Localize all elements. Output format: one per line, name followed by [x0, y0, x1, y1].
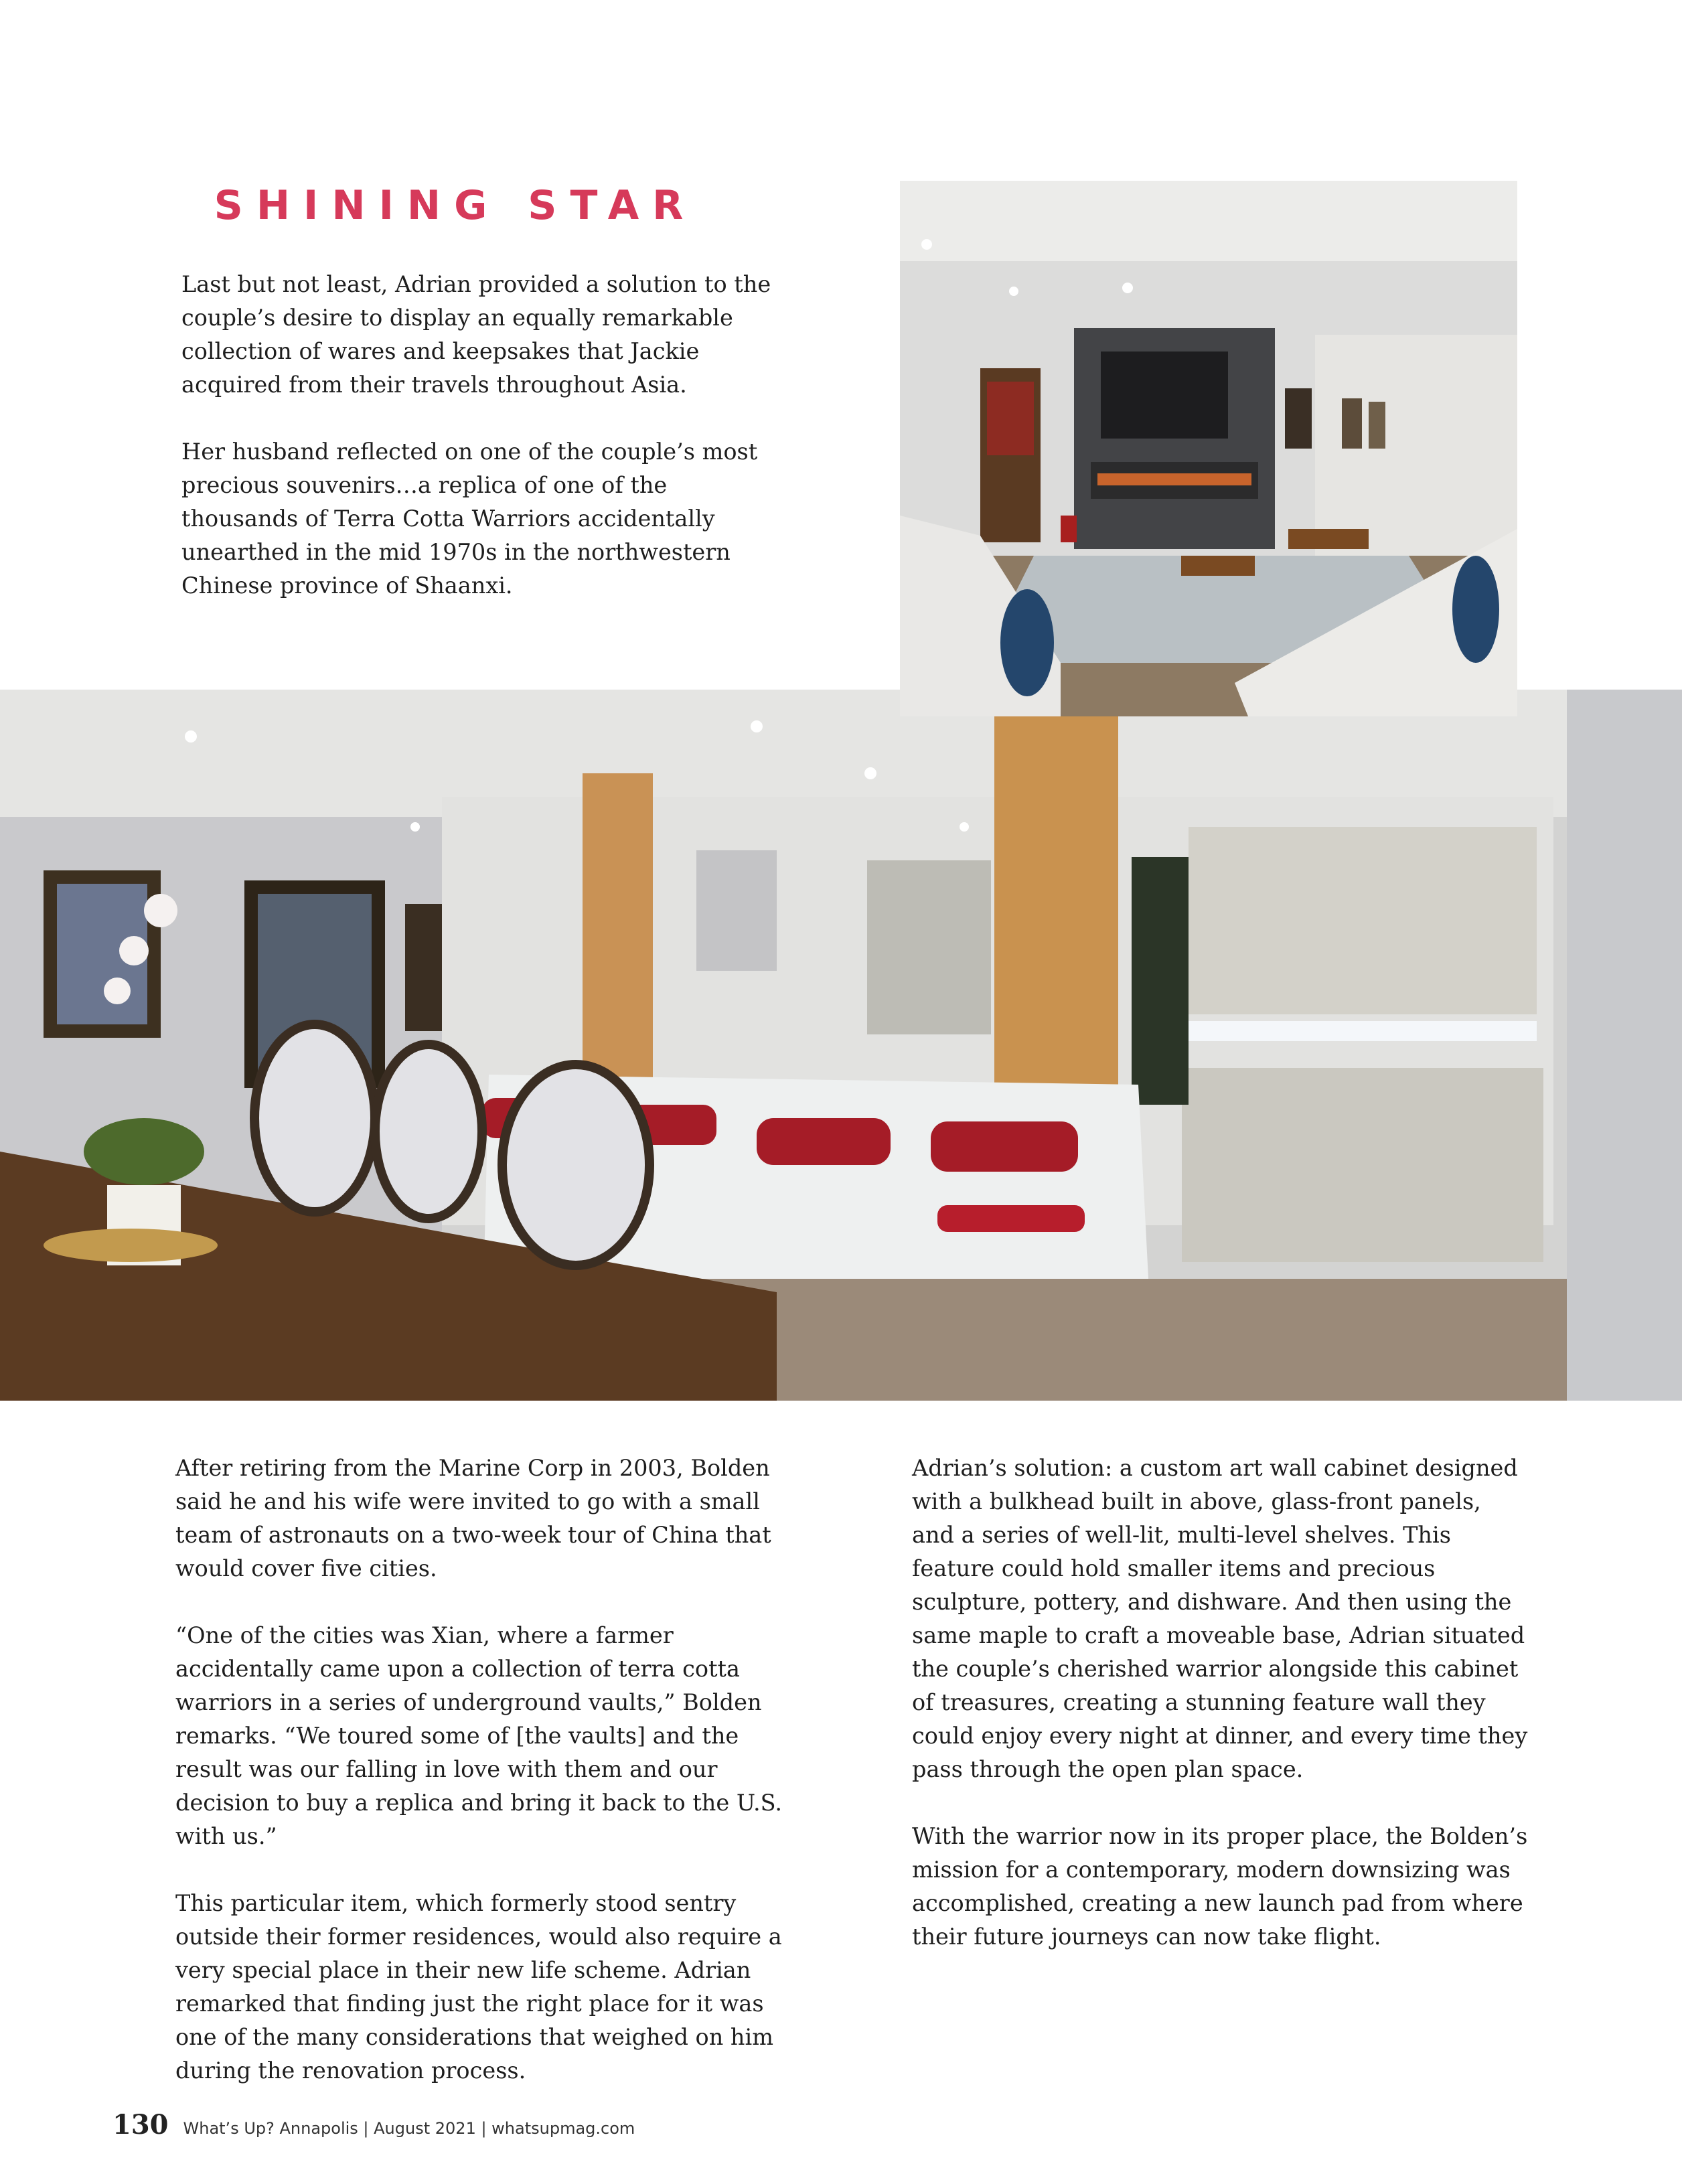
body-paragraph: This particular item, which formerly stood sentry outside their former residences, would also require a very special place in their new life scheme. Adrian remarked that finding just the right place for it was one of the many considerations that weighed on him during the renovation process.: [175, 1890, 782, 2084]
body-paragraph: Adrian’s solution: a custom art wall cabinet designed with a bulkhead built in above, glass-front panels, and a series of well-lit, multi-level shelves. This feature could hold smaller items and precious sculpture, pottery, and dishware. And then using the same maple to craft a moveable base, Adrian situated the couple’s cherished warrior alongside this cabinet of treasures, creating a stunning feature wall they could enjoy every night at dinner, and every time they pass through the open plan space.: [912, 1455, 1528, 1782]
section-heading: SHINING STAR: [214, 182, 697, 229]
living-room-photo: [900, 181, 1517, 716]
article-column-right: [912, 1452, 1528, 1954]
body-paragraph: With the warrior now in its proper place, the Bolden’s mission for a contemporary, modern downsizing was accomplished, creating a new launch pad from where their future journeys can now take flight.: [912, 1823, 1528, 1950]
publication-info: What’s Up? Annapolis | August 2021 | whatsupmag.com: [183, 2119, 635, 2138]
intro-text: [181, 268, 784, 603]
article-column-left: [175, 1452, 791, 2088]
page-number: 130: [112, 2109, 169, 2140]
intro-paragraph: Last but not least, Adrian provided a solution to the couple’s desire to display an equally remarkable collection of wares and keepsakes that Jackie acquired from their travels throughout Asia.: [181, 271, 771, 398]
page-footer: [112, 2109, 635, 2142]
intro-paragraph: Her husband reflected on one of the couple’s most precious souvenirs…a replica of one of the thousands of Terra Cotta Warriors accidentally unearthed in the mid 1970s in the northwestern Chinese province of Shaanxi.: [181, 439, 758, 599]
body-paragraph: After retiring from the Marine Corp in 2003, Bolden said he and his wife were invited to go with a small team of astronauts on a two-week tour of China that would cover five cities.: [175, 1455, 771, 1581]
body-paragraph: “One of the cities was Xian, where a farmer accidentally came upon a collection of terra cotta warriors in a series of underground vaults,” Bolden remarks. “We toured some of [the vaults] and the result was our falling in love with them and our decision to buy a replica and bring it back to the U.S. with us.”: [175, 1622, 783, 1849]
kitchen-dining-photo: [0, 690, 1682, 1401]
